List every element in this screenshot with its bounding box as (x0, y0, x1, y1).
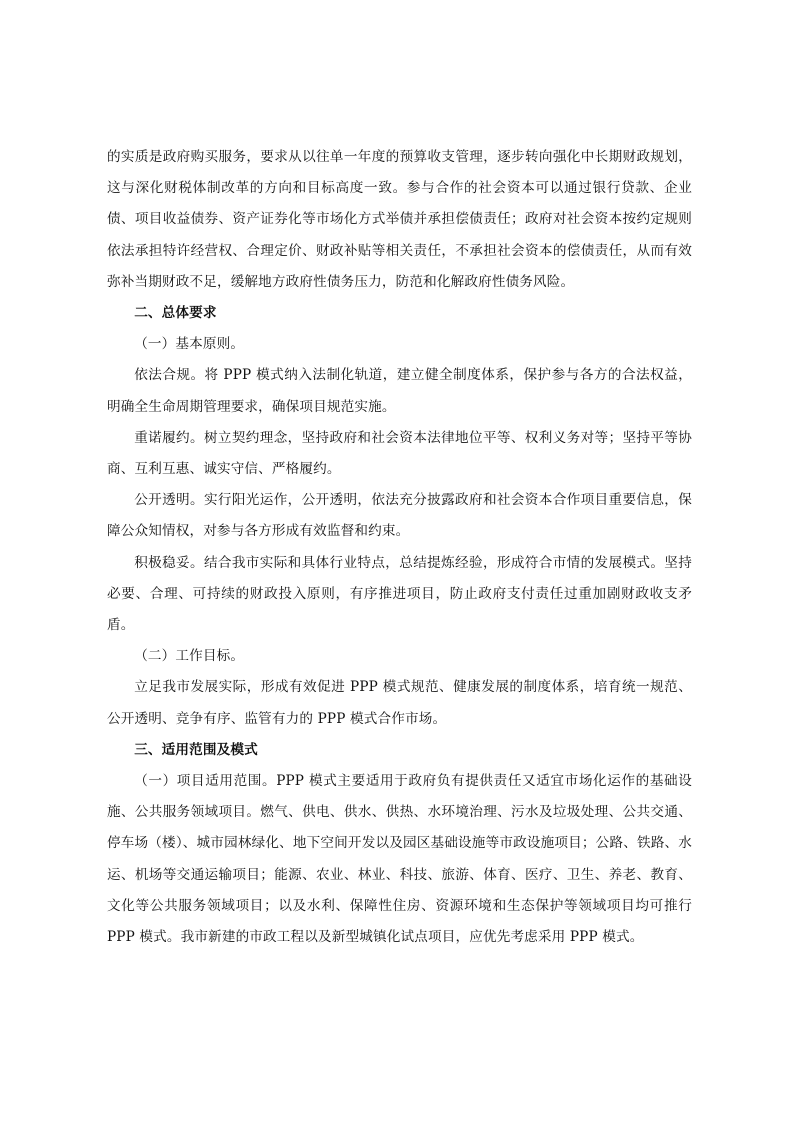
paragraph-active-prudence: 积极稳妥。结合我市实际和具体行业特点，总结提炼经验，形成符合市情的发展模式。坚持必要、合理、可持续的财政投入原则，有序推进项目，防止政府支付责任过重加剧财政收支矛盾。 (107, 554, 692, 634)
section-heading-scope-and-mode: 三、适用范围及模式 (134, 741, 258, 758)
paragraph-openness-transparency: 公开透明。实行阳光运作，公开透明，依法充分披露政府和社会资本合作项目重要信息，保障公众知情权，对参与各方形成有效监督和约束。 (107, 492, 692, 540)
subsection-heading-basic-principles: （一）基本原则。 (134, 336, 245, 353)
paragraph-work-goals: 立足我市发展实际，形成有效促进 PPP 模式规范、健康发展的制度体系，培育统一规范、公开透明、竞争有序、监管有力的 PPP 模式合作市场。 (107, 679, 692, 727)
paragraph-lawful-compliance: 依法合规。将 PPP 模式纳入法制化轨道，建立健全制度体系，保护参与各方的合法权益，明确全生命周期管理要求，确保项目规范实施。 (107, 367, 692, 415)
paragraph-project-scope: （一）项目适用范围。PPP 模式主要适用于政府负有提供责任又适宜市场化运作的基础设施、公共服务领域项目。燃气、供电、供水、供热、水环境治理、污水及垃圾处理、公共交通、停车场（楼）、城市园林绿化、地下空间开发以及园区基础设施等市政设施项目；公路、铁路、水运、机场等交通运输项目；能源、农业、林业、科技、旅游、体育、医疗、卫生、养老、教育、文化等公共服务领域项目；以及水利、保障性住房、资源环境和生态保护等领域项目均可推行 PPP 模式。我市新建的市政工程以及新型城镇化试点项目，应优先考虑采用 PPP 模式。 (107, 773, 692, 946)
paragraph-continuation: 的实质是政府购买服务，要求从以往单一年度的预算收支管理，逐步转向强化中长期财政规划，这与深化财税体制改革的方向和目标高度一致。参与合作的社会资本可以通过银行贷款、企业债、项目收益债券、资产证券化等市场化方式举债并承担偿债责任；政府对社会资本按约定规则依法承担特许经营权、合理定价、财政补贴等相关责任，不承担社会资本的偿债责任，从而有效弥补当期财政不足，缓解地方政府性债务压力，防范和化解政府性债务风险。 (107, 149, 692, 290)
paragraph-honor-contracts: 重诺履约。树立契约理念，坚持政府和社会资本法律地位平等、权利义务对等；坚持平等协商、互利互惠、诚实守信、严格履约。 (107, 429, 692, 478)
subsection-heading-work-goals: （二）工作目标。 (134, 648, 245, 665)
document-body (107, 142, 692, 953)
section-heading-general-requirements: 二、总体要求 (134, 305, 217, 322)
